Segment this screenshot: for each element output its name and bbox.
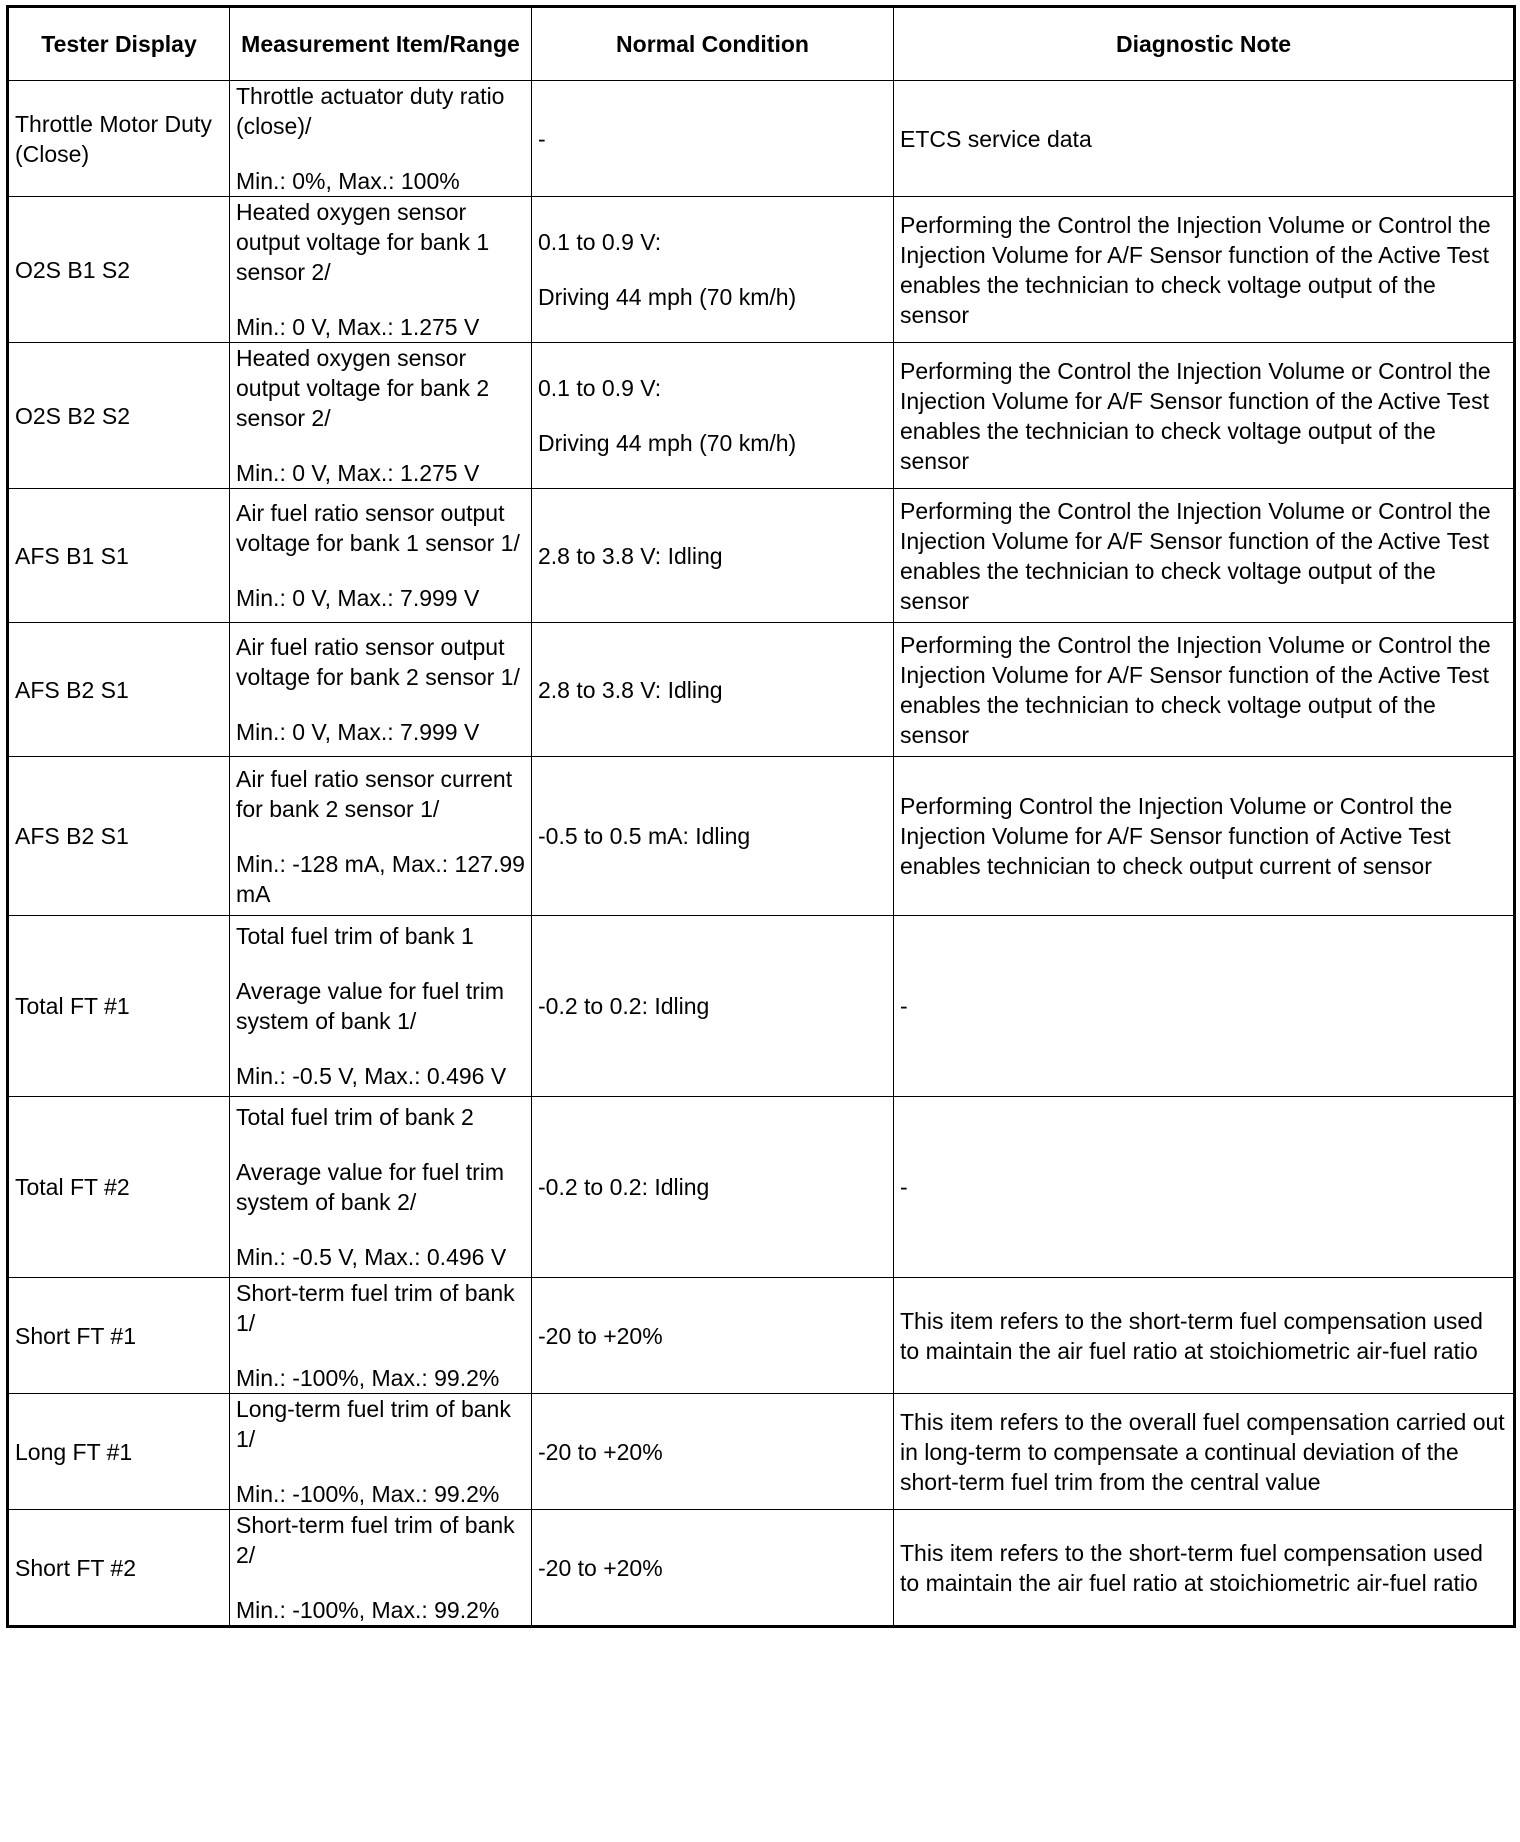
cell-tester-display: Total FT #2	[8, 1097, 230, 1278]
table-row	[8, 489, 1515, 623]
cell-normal-condition	[532, 1510, 894, 1627]
measurement-line: Min.: 0 V, Max.: 7.999 V	[236, 719, 480, 745]
measurement-line: Min.: -128 mA, Max.: 127.99 mA	[236, 850, 525, 907]
cell-tester-display: AFS B1 S1	[8, 489, 230, 623]
diagnostic-note-text: Performing the Control the Injection Volume or Control the Injection Volume for A/F Sensor function of the Active Test enables the technician to check voltage output of the sensor	[900, 497, 1491, 614]
table-row	[8, 1097, 1515, 1278]
cell-tester-display: Short FT #1	[8, 1278, 230, 1394]
cell-diagnostic-note	[894, 343, 1515, 489]
cell-diagnostic-note	[894, 757, 1515, 916]
diagnostic-note-text: -	[900, 1174, 908, 1200]
measurement-line: Air fuel ratio sensor current for bank 2 sensor 1/	[236, 765, 513, 822]
diagnostic-note-text: Performing the Control the Injection Volume or Control the Injection Volume for A/F Sensor function of the Active Test enables the technician to check voltage output of the sensor	[900, 211, 1491, 328]
diagnostic-note-text: ETCS service data	[900, 125, 1092, 152]
header-measurement: Measurement Item/Range	[230, 7, 532, 81]
normal-condition-line: 0.1 to 0.9 V:	[538, 229, 662, 255]
cell-diagnostic-note	[894, 1510, 1515, 1627]
diagnostic-note-text: This item refers to the overall fuel compensation carried out in long-term to compensate a continual deviation of the short-term fuel trim from the central value	[900, 1408, 1505, 1495]
cell-tester-display: O2S B1 S2	[8, 197, 230, 343]
cell-measurement	[230, 197, 532, 343]
cell-normal-condition	[532, 1097, 894, 1278]
table-row	[8, 1278, 1515, 1394]
cell-diagnostic-note	[894, 197, 1515, 343]
cell-diagnostic-note	[894, 1394, 1515, 1510]
table-body	[8, 81, 1515, 1627]
cell-normal-condition	[532, 1394, 894, 1510]
measurement-line: Heated oxygen sensor output voltage for bank 2 sensor 2/	[236, 345, 490, 431]
cell-tester-display: O2S B2 S2	[8, 343, 230, 489]
header-row	[8, 7, 1515, 81]
cell-diagnostic-note	[894, 623, 1515, 757]
cell-diagnostic-note	[894, 1278, 1515, 1394]
normal-condition-line: -0.2 to 0.2: Idling	[538, 993, 710, 1019]
diagnostic-note-text: Performing the Control the Injection Volume or Control the Injection Volume for A/F Sensor function of the Active Test enables the technician to check voltage output of the sensor	[900, 357, 1491, 474]
cell-normal-condition	[532, 757, 894, 916]
document-page	[6, 5, 1513, 1628]
normal-condition-line: 0.1 to 0.9 V:	[538, 375, 662, 401]
table-header	[8, 7, 1515, 81]
measurement-line: Throttle actuator duty ratio (close)/	[236, 83, 505, 139]
diagnostic-note-text: -	[900, 993, 908, 1019]
cell-measurement	[230, 81, 532, 197]
cell-measurement	[230, 1394, 532, 1510]
cell-tester-display: Short FT #2	[8, 1510, 230, 1627]
measurement-line: Long-term fuel trim of bank 1/	[236, 1396, 511, 1452]
measurement-line: Total fuel trim of bank 1	[236, 923, 474, 949]
normal-condition-line: Driving 44 mph (70 km/h)	[538, 430, 797, 456]
cell-normal-condition	[532, 1278, 894, 1394]
header-tester-display: Tester Display	[8, 7, 230, 81]
table-row	[8, 1510, 1515, 1627]
measurement-line: Short-term fuel trim of bank 2/	[236, 1512, 515, 1568]
table-row	[8, 916, 1515, 1097]
cell-measurement	[230, 757, 532, 916]
header-diagnostic-note: Diagnostic Note	[894, 7, 1515, 81]
measurement-line: Min.: -100%, Max.: 99.2%	[236, 1481, 500, 1507]
measurement-line: Air fuel ratio sensor output voltage for bank 2 sensor 1/	[236, 634, 520, 690]
table-row	[8, 1394, 1515, 1510]
cell-measurement	[230, 1097, 532, 1278]
table-row	[8, 757, 1515, 916]
table-row	[8, 343, 1515, 489]
measurement-line: Average value for fuel trim system of bank 2/	[236, 1159, 505, 1215]
cell-measurement	[230, 1278, 532, 1394]
normal-condition-line: -20 to +20%	[538, 1554, 663, 1581]
normal-condition-line: -0.5 to 0.5 mA: Idling	[538, 823, 751, 849]
cell-normal-condition	[532, 81, 894, 197]
cell-normal-condition	[532, 489, 894, 623]
normal-condition-line: -20 to +20%	[538, 1438, 663, 1465]
diagnostic-note-text: This item refers to the short-term fuel compensation used to maintain the air fuel ratio at stoichiometric air-fuel ratio	[900, 1539, 1483, 1596]
cell-measurement	[230, 623, 532, 757]
normal-condition-line: -	[538, 125, 546, 152]
cell-diagnostic-note	[894, 1097, 1515, 1278]
cell-tester-display: AFS B2 S1	[8, 757, 230, 916]
normal-condition-line: 2.8 to 3.8 V: Idling	[538, 542, 723, 569]
measurement-line: Min.: -0.5 V, Max.: 0.496 V	[236, 1063, 507, 1089]
cell-diagnostic-note	[894, 489, 1515, 623]
measurement-line: Min.: 0 V, Max.: 7.999 V	[236, 585, 480, 611]
table-row	[8, 81, 1515, 197]
measurement-line: Min.: 0%, Max.: 100%	[236, 168, 460, 194]
measurement-line: Min.: -0.5 V, Max.: 0.496 V	[236, 1244, 507, 1270]
diagnostic-note-text: This item refers to the short-term fuel compensation used to maintain the air fuel ratio at stoichiometric air-fuel ratio	[900, 1307, 1483, 1364]
measurement-line: Average value for fuel trim system of bank 1/	[236, 978, 505, 1034]
normal-condition-line: -20 to +20%	[538, 1322, 663, 1349]
cell-tester-display: AFS B2 S1	[8, 623, 230, 757]
measurement-line: Short-term fuel trim of bank 1/	[236, 1280, 515, 1336]
normal-condition-line: -0.2 to 0.2: Idling	[538, 1174, 710, 1200]
header-normal-condition: Normal Condition	[532, 7, 894, 81]
measurement-line: Heated oxygen sensor output voltage for bank 1 sensor 2/	[236, 199, 490, 285]
cell-diagnostic-note	[894, 916, 1515, 1097]
cell-normal-condition	[532, 916, 894, 1097]
diagnostic-note-text: Performing the Control the Injection Volume or Control the Injection Volume for A/F Sensor function of the Active Test enables the technician to check voltage output of the sensor	[900, 631, 1491, 748]
cell-measurement	[230, 343, 532, 489]
diagnostic-note-text: Performing Control the Injection Volume or Control the Injection Volume for A/F Sensor function of Active Test enables technician to check output current of sensor	[900, 793, 1453, 879]
table-row	[8, 623, 1515, 757]
measurement-line: Min.: 0 V, Max.: 1.275 V	[236, 460, 480, 486]
measurement-line: Min.: 0 V, Max.: 1.275 V	[236, 314, 480, 340]
cell-normal-condition	[532, 343, 894, 489]
cell-tester-display: Long FT #1	[8, 1394, 230, 1510]
cell-measurement	[230, 489, 532, 623]
cell-diagnostic-note	[894, 81, 1515, 197]
measurement-line: Min.: -100%, Max.: 99.2%	[236, 1365, 500, 1391]
normal-condition-line: Driving 44 mph (70 km/h)	[538, 284, 797, 310]
data-list-table	[6, 5, 1516, 1628]
cell-normal-condition	[532, 623, 894, 757]
cell-measurement	[230, 916, 532, 1097]
table-row	[8, 197, 1515, 343]
measurement-line: Air fuel ratio sensor output voltage for bank 1 sensor 1/	[236, 500, 520, 556]
cell-normal-condition	[532, 197, 894, 343]
normal-condition-line: 2.8 to 3.8 V: Idling	[538, 676, 723, 703]
cell-tester-display: Throttle Motor Duty (Close)	[8, 81, 230, 197]
measurement-line: Total fuel trim of bank 2	[236, 1104, 474, 1130]
cell-tester-display: Total FT #1	[8, 916, 230, 1097]
cell-measurement	[230, 1510, 532, 1627]
measurement-line: Min.: -100%, Max.: 99.2%	[236, 1597, 500, 1623]
